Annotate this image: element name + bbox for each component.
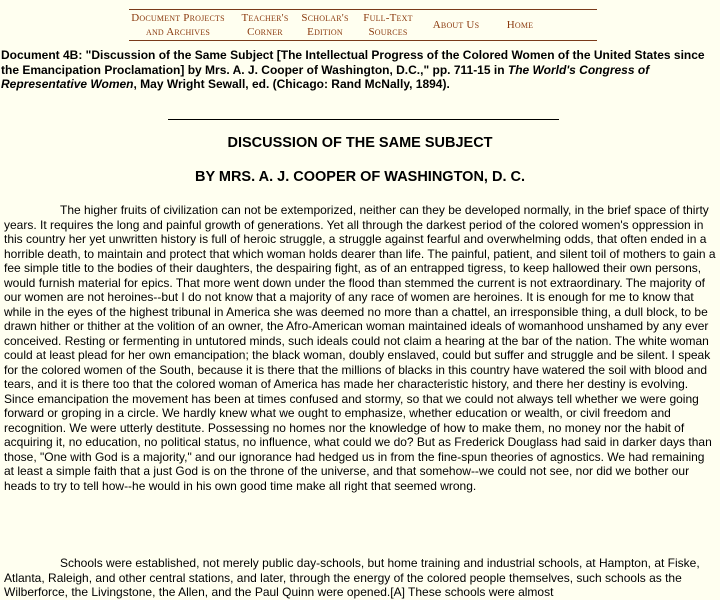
citation-publication: , May Wright Sewall, ed. (Chicago: Rand McNally, 1894).: [133, 77, 450, 91]
nav-about-us-link[interactable]: About Us: [432, 19, 480, 31]
nav-teachers-corner-link[interactable]: Teacher's Corner: [241, 12, 289, 38]
nav-document-projects-link[interactable]: Document Projects and Archives: [131, 12, 225, 38]
nav-scholars-edition-link[interactable]: Scholar's Edition: [301, 12, 349, 38]
document-citation: [1, 48, 717, 92]
body-paragraph: The higher fruits of civilization can not be extemporized, neither can they be developed normally, in the brief space of thirty years. It requires the long and painful growth of generations. Yet all through the darkest period of the colored women's oppression in this country her yet unwritten history is full of heroic struggle, a struggle against fearful and overwhelming odds, that often ended in a horrible death, to maintain and protect that which woman holds dearer than life. The painful, patient, and silent toil of mothers to gain a fee simple title to the bodies of their daughters, the despairing fight, as of an entrapped tigress, to keep hallowed their own persons, would furnish material for epics. That more went down under the flood than stemmed the current is not extraordinary. The majority of our women are not heroines--but I do not know that a majority of any race of women are heroines. It is enough for me to know that while in the eyes of the highest tribunal in America she was deemed no more than a chattel, an irresponsible thing, a dull block, to be drawn hither or thither at the volition of an owner, the Afro-American woman maintained ideals of womanhood unshamed by any ever conceived. Resting or fermenting in untutored minds, such ideals could not claim a hearing at the bar of the nation. The white woman could at least plead for her own emancipation; the black woman, doubly enslaved, could but suffer and struggle and be silent. I speak for the colored women of the South, because it is there that the millions of blacks in this country have watered the soil with blood and tears, and it is there too that the colored woman of America has made her characteristic history, and there her destiny is evolving. Since emancipation the movement has been at times confused and stormy, so that we could not always tell whether we were going forward or groping in a circle. We hardly knew what we ought to emphasize, whether education or wealth, or civil freedom and recognition. We were utterly destitute. Possessing no homes nor the knowledge of how to make them, no money nor the habit of acquiring it, no education, no political status, no influence, what could we do? But as Frederick Douglass had said in darker days than those, "One with God is a majority," and our ignorance had hedged us in from the fine-spun theories of agnostics. We had remaining at least a simple faith that a just God is on the throne of the universe, and that somehow--we could not see, nor did we bother our heads to try to tell how--he would in his own good time make all right that seemed wrong.: [4, 203, 716, 493]
citation-text: Document 4B: "Discussion of the Same Subject [The Intellectual Progress of the Colored Women of the United States since the Emancipation Proclamation] by Mrs. A. J. Cooper of Washington, D.C.," pp. 711-15 in: [1, 48, 705, 77]
body-paragraph: Schools were established, not merely public day-schools, but home training and industrial schools, at Hampton, at Fiske, Atlanta, Raleigh, and other central stations, and later, through the energy of the colored people themselves, such schools as the Wilberforce, the Livingstone, the Allen, and the Paul Quinn were opened.[A] These schools were almost: [4, 556, 700, 599]
horizontal-divider: [168, 119, 559, 120]
nav-full-text-sources-link[interactable]: Full-Text Sources: [363, 12, 413, 38]
citation-book-title: The World's Congress of Representative Women: [1, 62, 650, 91]
nav-home-link[interactable]: Home: [506, 19, 534, 31]
top-navigation-bar: [129, 9, 597, 41]
author-byline: BY MRS. A. J. COOPER OF WASHINGTON, D. C.: [194, 169, 526, 185]
document-heading: DISCUSSION OF THE SAME SUBJECT: [227, 135, 493, 151]
